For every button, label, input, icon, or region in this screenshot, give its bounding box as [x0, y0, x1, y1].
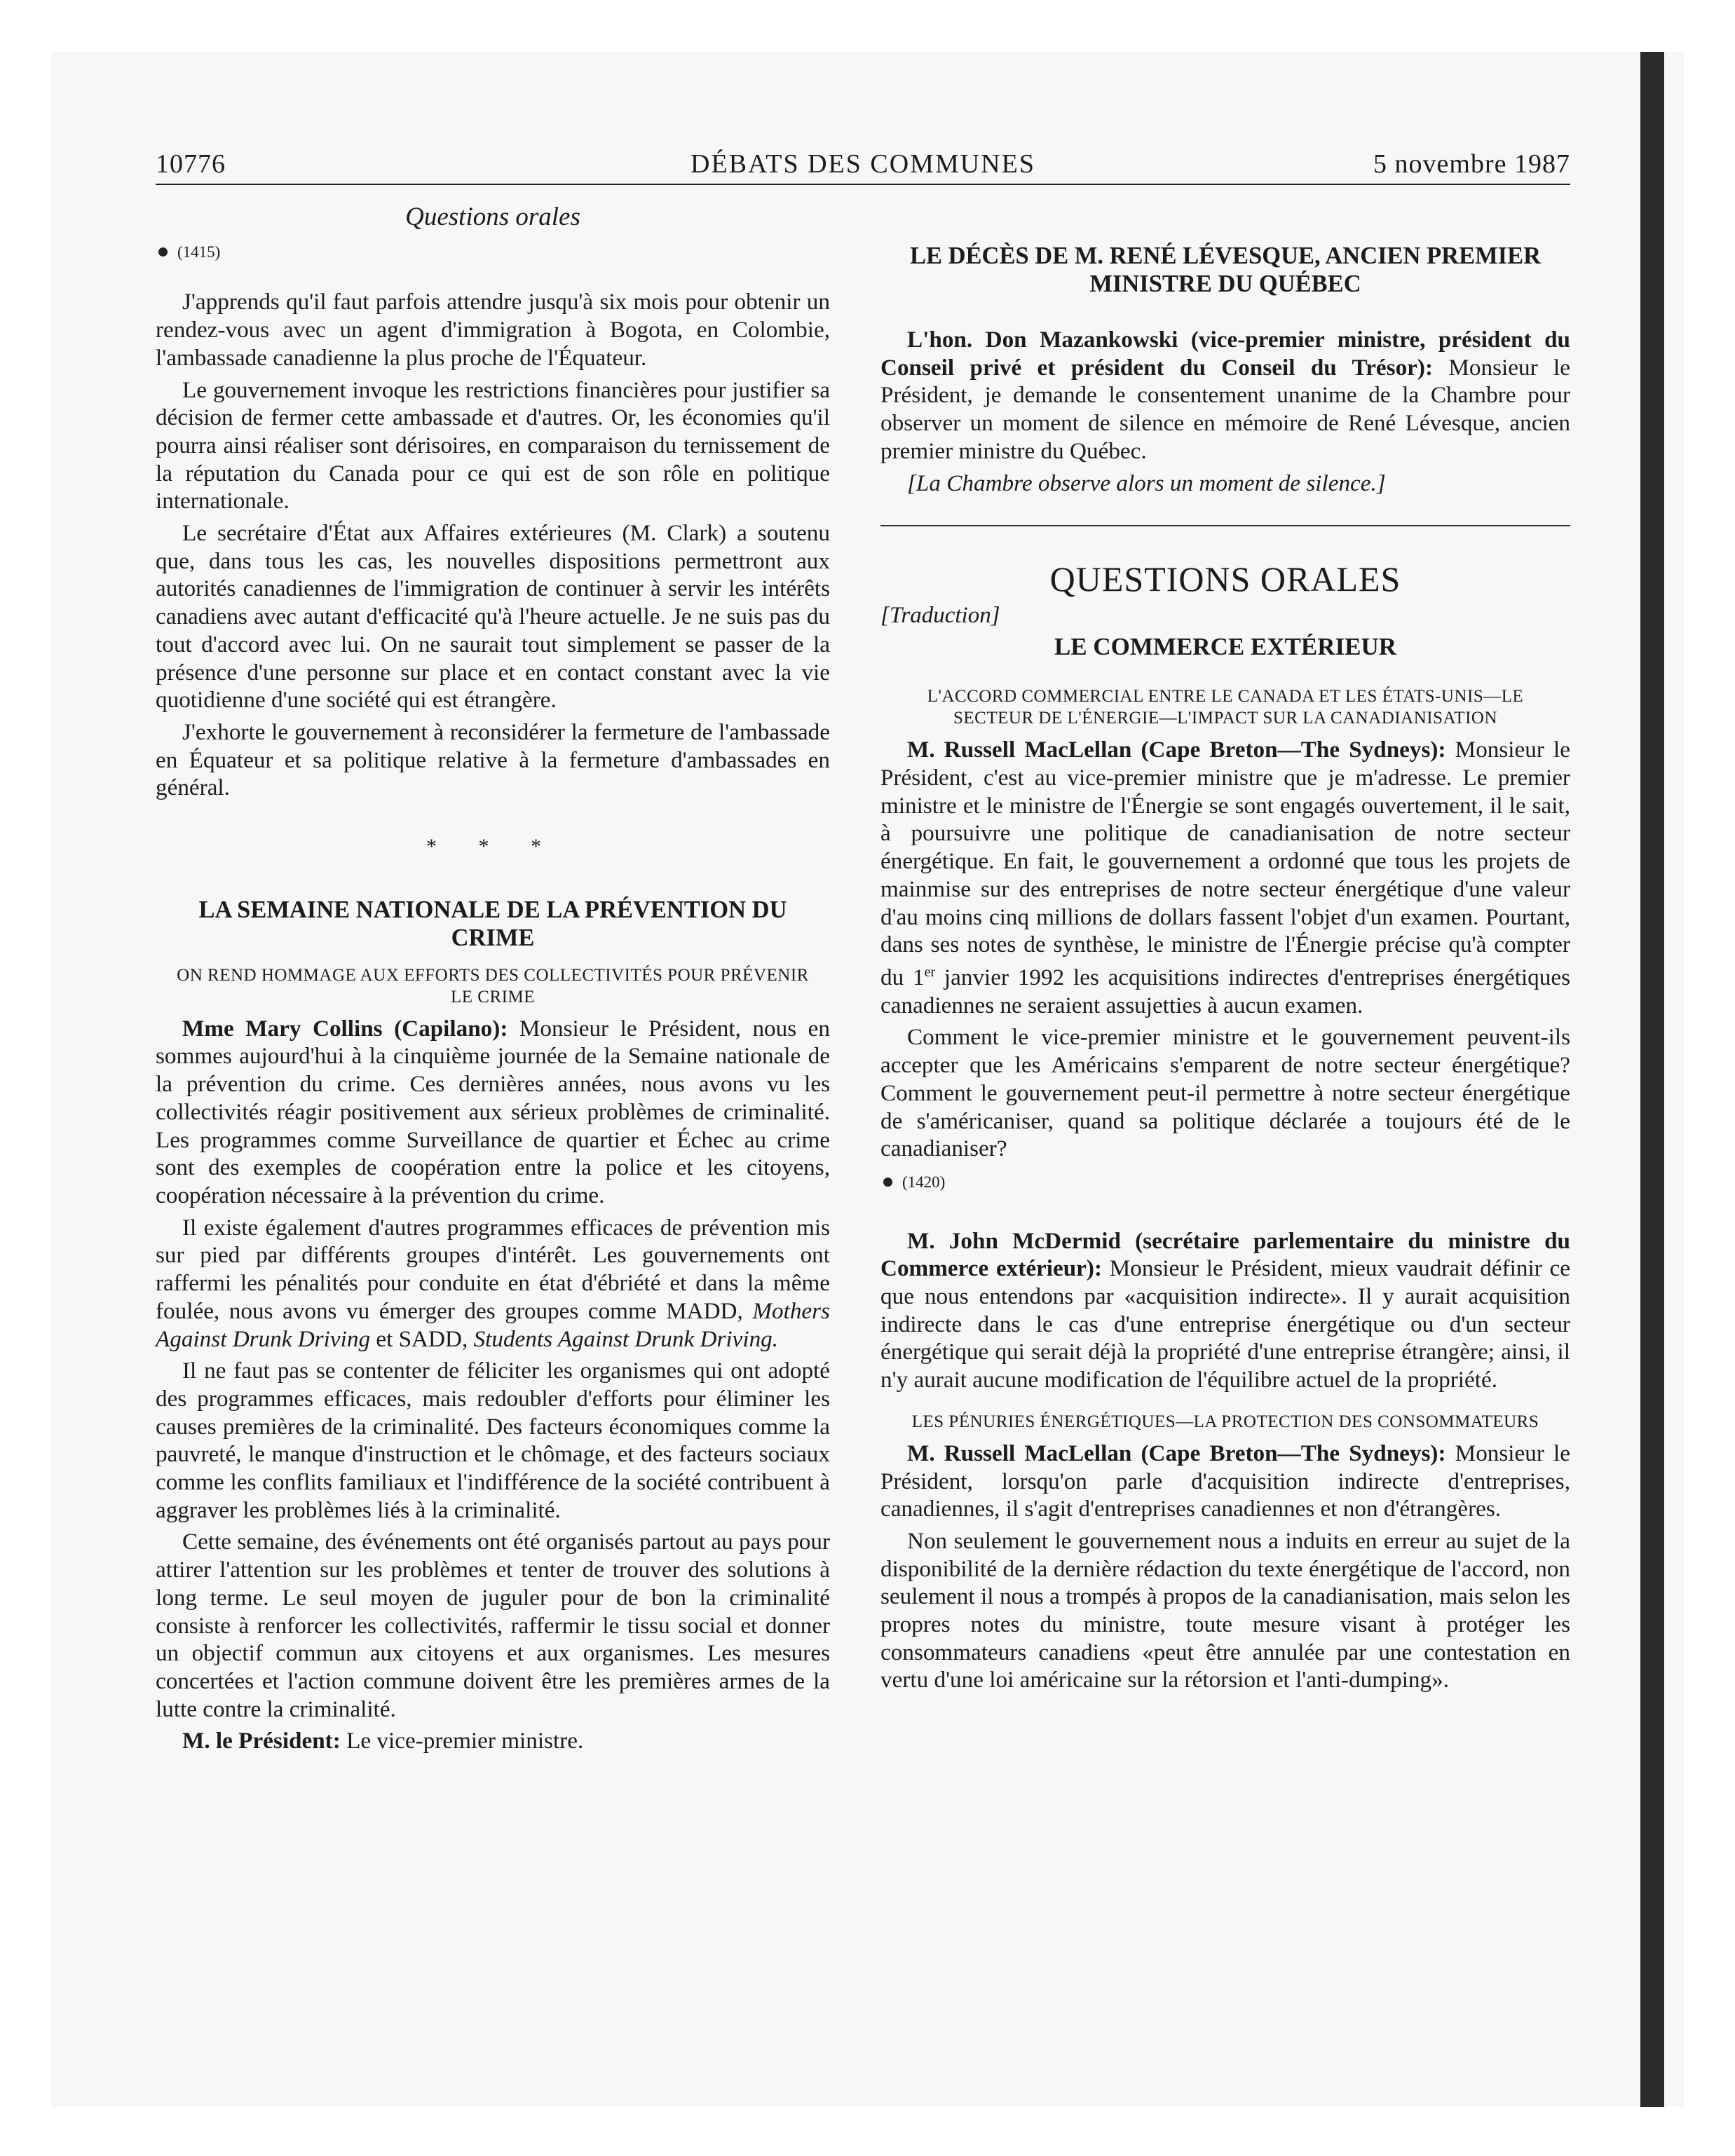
time-label: (1415): [177, 243, 221, 261]
subheading: LES PÉNURIES ÉNERGÉTIQUES—LA PROTECTION DES CONSOMMATEURS: [911, 1412, 1539, 1431]
speech-paragraph: Mme Mary Collins (Capilano): Monsieur le Président, nous en sommes aujourd'hui à la cinquième journée de la Semaine nationale de la prévention du crime. Ces dernières années, nous avons vu les collectivités réagir positivement aux sérieux problèmes de criminalité. Les programmes comme Surveillance de quartier et Échec au crime sont des exemples de coopération entre la police et les citoyens, coopération nécessaire à la prévention du crime.: [156, 1015, 830, 1208]
section-heading: LA SEMAINE NATIONALE DE LA PRÉVENTION DU CRIME: [198, 896, 787, 951]
superscript: er: [924, 964, 936, 980]
paragraph: J'exhorte le gouvernement à reconsidérer la fermeture de l'ambassade en Équateur et sa politique relative à la fermeture d'ambassades en général.: [156, 718, 830, 801]
binding-edge: [1640, 52, 1664, 2107]
bullet-icon: [883, 1178, 892, 1187]
speaker-name: L'hon. Don Mazankowski (vice-premier ministre, président du Conseil privé et président du Conseil du Trésor):: [880, 327, 1570, 381]
paragraph: Le gouvernement invoque les restrictions financières pour justifier sa décision de fermer cette ambassade et d'autres. Or, les économies qu'il pourra ainsi réaliser sont dérisoires, en comparaison du ternissement de la réputation du Canada pour ce qui est de son rôle en politique internationale.: [156, 376, 830, 514]
speaker-name: Mme Mary Collins (Capilano):: [182, 1015, 508, 1042]
topic-heading: LE COMMERCE EXTÉRIEUR: [1054, 632, 1397, 660]
paragraph: Il existe également d'autres programmes efficaces de prévention mis sur pied par différents groupes d'intérêt. Les gouvernements ont raffermi les pénalités pour conduite en état d'ébriété et dans la même foulée, nous avons vu émerger des groupes comme MADD, Mothers Against Drunk Driving et SADD, Students Against Drunk Driving.: [156, 1214, 830, 1352]
section-rubric: Questions orales: [405, 203, 580, 231]
page-header: [156, 149, 1570, 186]
section-heading: LE DÉCÈS DE M. RENÉ LÉVESQUE, ANCIEN PREMIER MINISTRE DU QUÉBEC: [909, 243, 1542, 297]
right-column: [880, 242, 1570, 1698]
left-column: [156, 203, 830, 1759]
speech-paragraph: M. John McDermid (secrétaire parlementaire du ministre du Commerce extérieur): Monsieur le Président, mieux vaudrait définir ce que nous entendons par «acquisition indirecte». Il y aurait acquisition indirecte dans le cas d'une entreprise énergétique ou d'un secteur énergétique qui serait déjà la propriété d'une entreprise étrangère; ainsi, il n'y aurait aucune modification de l'équilibre actuel de la propriété.: [880, 1227, 1570, 1393]
timestamp: [158, 238, 830, 266]
speaker-name: M. Russell MacLellan (Cape Breton—The Sydneys):: [907, 737, 1446, 763]
paragraph: Cette semaine, des événements ont été organisés partout au pays pour attirer l'attention sur les problèmes et tenter de trouver des solutions à long terme. Le seul moyen de juguler pour de bon la criminalité consiste à renforcer les collectivités, raffermir le tissu social et donner un objectif commun aux citoyens et aux organismes. Les mesures concertées et l'action commune doivent être les premières armes de la lutte contre la criminalité.: [156, 1529, 830, 1722]
page-number: 10776: [156, 149, 226, 179]
paragraph: Le secrétaire d'État aux Affaires extérieures (M. Clark) a soutenu que, dans tous les cas, les nouvelles dispositions permettront aux autorités canadiennes de l'immigration de continuer à servir les intérêts canadiens avec autant d'efficacité qu'à l'heure actuelle. Je ne suis pas du tout d'accord avec lui. On ne saurait tout simplement se passer de la présence d'une personne sur place et en contact constant avec la vie quotidienne d'une société qui est étrangère.: [156, 520, 830, 714]
timestamp: [883, 1168, 1570, 1196]
time-label: (1420): [902, 1173, 946, 1191]
section-title: QUESTIONS ORALES: [1049, 559, 1401, 599]
publication-date: 5 novembre 1987: [1373, 149, 1570, 179]
speaker-name: M. le Président:: [182, 1728, 341, 1754]
italic-title: Students Against Drunk Driving.: [473, 1325, 779, 1352]
paragraph: J'apprends qu'il faut parfois attendre jusqu'à six mois pour obtenir un rendez-vous avec un agent d'immigration à Bogota, en Colombie, l'ambassade canadienne la plus proche de l'Équateur.: [156, 289, 830, 371]
paragraph: Il ne faut pas se contenter de féliciter les organismes qui ont adopté des programmes efficaces, mais redoubler d'efforts pour éliminer les causes premières de la criminalité. Des facteurs économiques comme la pauvreté, le manque d'instruction et le chômage, et des facteurs sociaux comme les conflits familiaux et l'indifférence de la société contribuent à aggraver les problèmes liés à la criminalité.: [156, 1358, 830, 1523]
publication-title: DÉBATS DES COMMUNES: [690, 149, 1035, 179]
translation-tag: [Traduction]: [880, 602, 1000, 628]
speaker-name: M. John McDermid (secrétaire parlementaire du ministre du Commerce extérieur):: [880, 1227, 1570, 1282]
subheading: L'ACCORD COMMERCIAL ENTRE LE CANADA ET LES ÉTATS-UNIS—LE SECTEUR DE L'ÉNERGIE—L'IMPACT SUR LA CANADIANISATION: [927, 687, 1524, 728]
speech-paragraph: M. Russell MacLellan (Cape Breton—The Sydneys): Monsieur le Président, c'est au vice-premier ministre que je m'adresse. Le premier ministre et le ministre de l'Énergie se sont engagés ouvertement, il le sait, à poursuivre une politique de canadianisation de notre secteur énergétique. En fait, le gouvernement a ordonné que tous les projets de mainmise sur des entreprises de notre secteur énergétique d'une valeur d'au moins cinq millions de dollars fassent l'objet d'un examen. Pourtant, dans ses notes de synthèse, le ministre de l'Énergie précise qu'à compter du 1er janvier 1992 les acquisitions indirectes d'entreprises énergétiques canadiennes ne seraient assujetties à aucun examen.: [880, 737, 1571, 1018]
section-rule: [880, 525, 1570, 526]
italic-title: Mothers Against Drunk Driving: [156, 1297, 830, 1352]
paragraph: Non seulement le gouvernement nous a induits en erreur au sujet de la disponibilité de la dernière rédaction du texte énergétique de l'accord, non seulement il nous a trompés à propos de la canadianisation, mais selon les propres notes du ministre, toute mesure visant à protéger les consommateurs canadiens «peut être annulée par une contestation en vertu d'une loi américaine sur la rétorsion et l'anti-dumping».: [880, 1527, 1570, 1693]
bullet-icon: [158, 247, 168, 257]
speaker-name: M. Russell MacLellan (Cape Breton—The Sydneys):: [907, 1440, 1446, 1466]
speech-paragraph: M. le Président: Le vice-premier ministre.: [182, 1728, 584, 1754]
section-separator: * * *: [426, 835, 559, 859]
speech-paragraph: M. Russell MacLellan (Cape Breton—The Sydneys): Monsieur le Président, lorsqu'on parle d'acquisition indirecte d'entreprises, canadiennes, il s'agit d'entreprises canadiennes et non d'étrangères.: [880, 1440, 1570, 1522]
paragraph: Comment le vice-premier ministre et le gouvernement peuvent-ils accepter que les Américains s'emparent de notre secteur énergétique? Comment le gouvernement peut-il permettre à notre secteur énergétique de s'américaniser, quand sa politique déclarée a toujours été de le canadianiser?: [880, 1024, 1570, 1162]
subheading: ON REND HOMMAGE AUX EFFORTS DES COLLECTIVITÉS POUR PRÉVENIR LE CRIME: [177, 965, 809, 1007]
header-rule: [156, 184, 1570, 185]
speech-paragraph: L'hon. Don Mazankowski (vice-premier ministre, président du Conseil privé et président du Conseil du Trésor): Monsieur le Président, je demande le consentement unanime de la Chambre pour observer un moment de silence en mémoire de René Lévesque, ancien premier ministre du Québec.: [880, 327, 1570, 464]
stage-direction: [La Chambre observe alors un moment de silence.]: [907, 470, 1386, 496]
